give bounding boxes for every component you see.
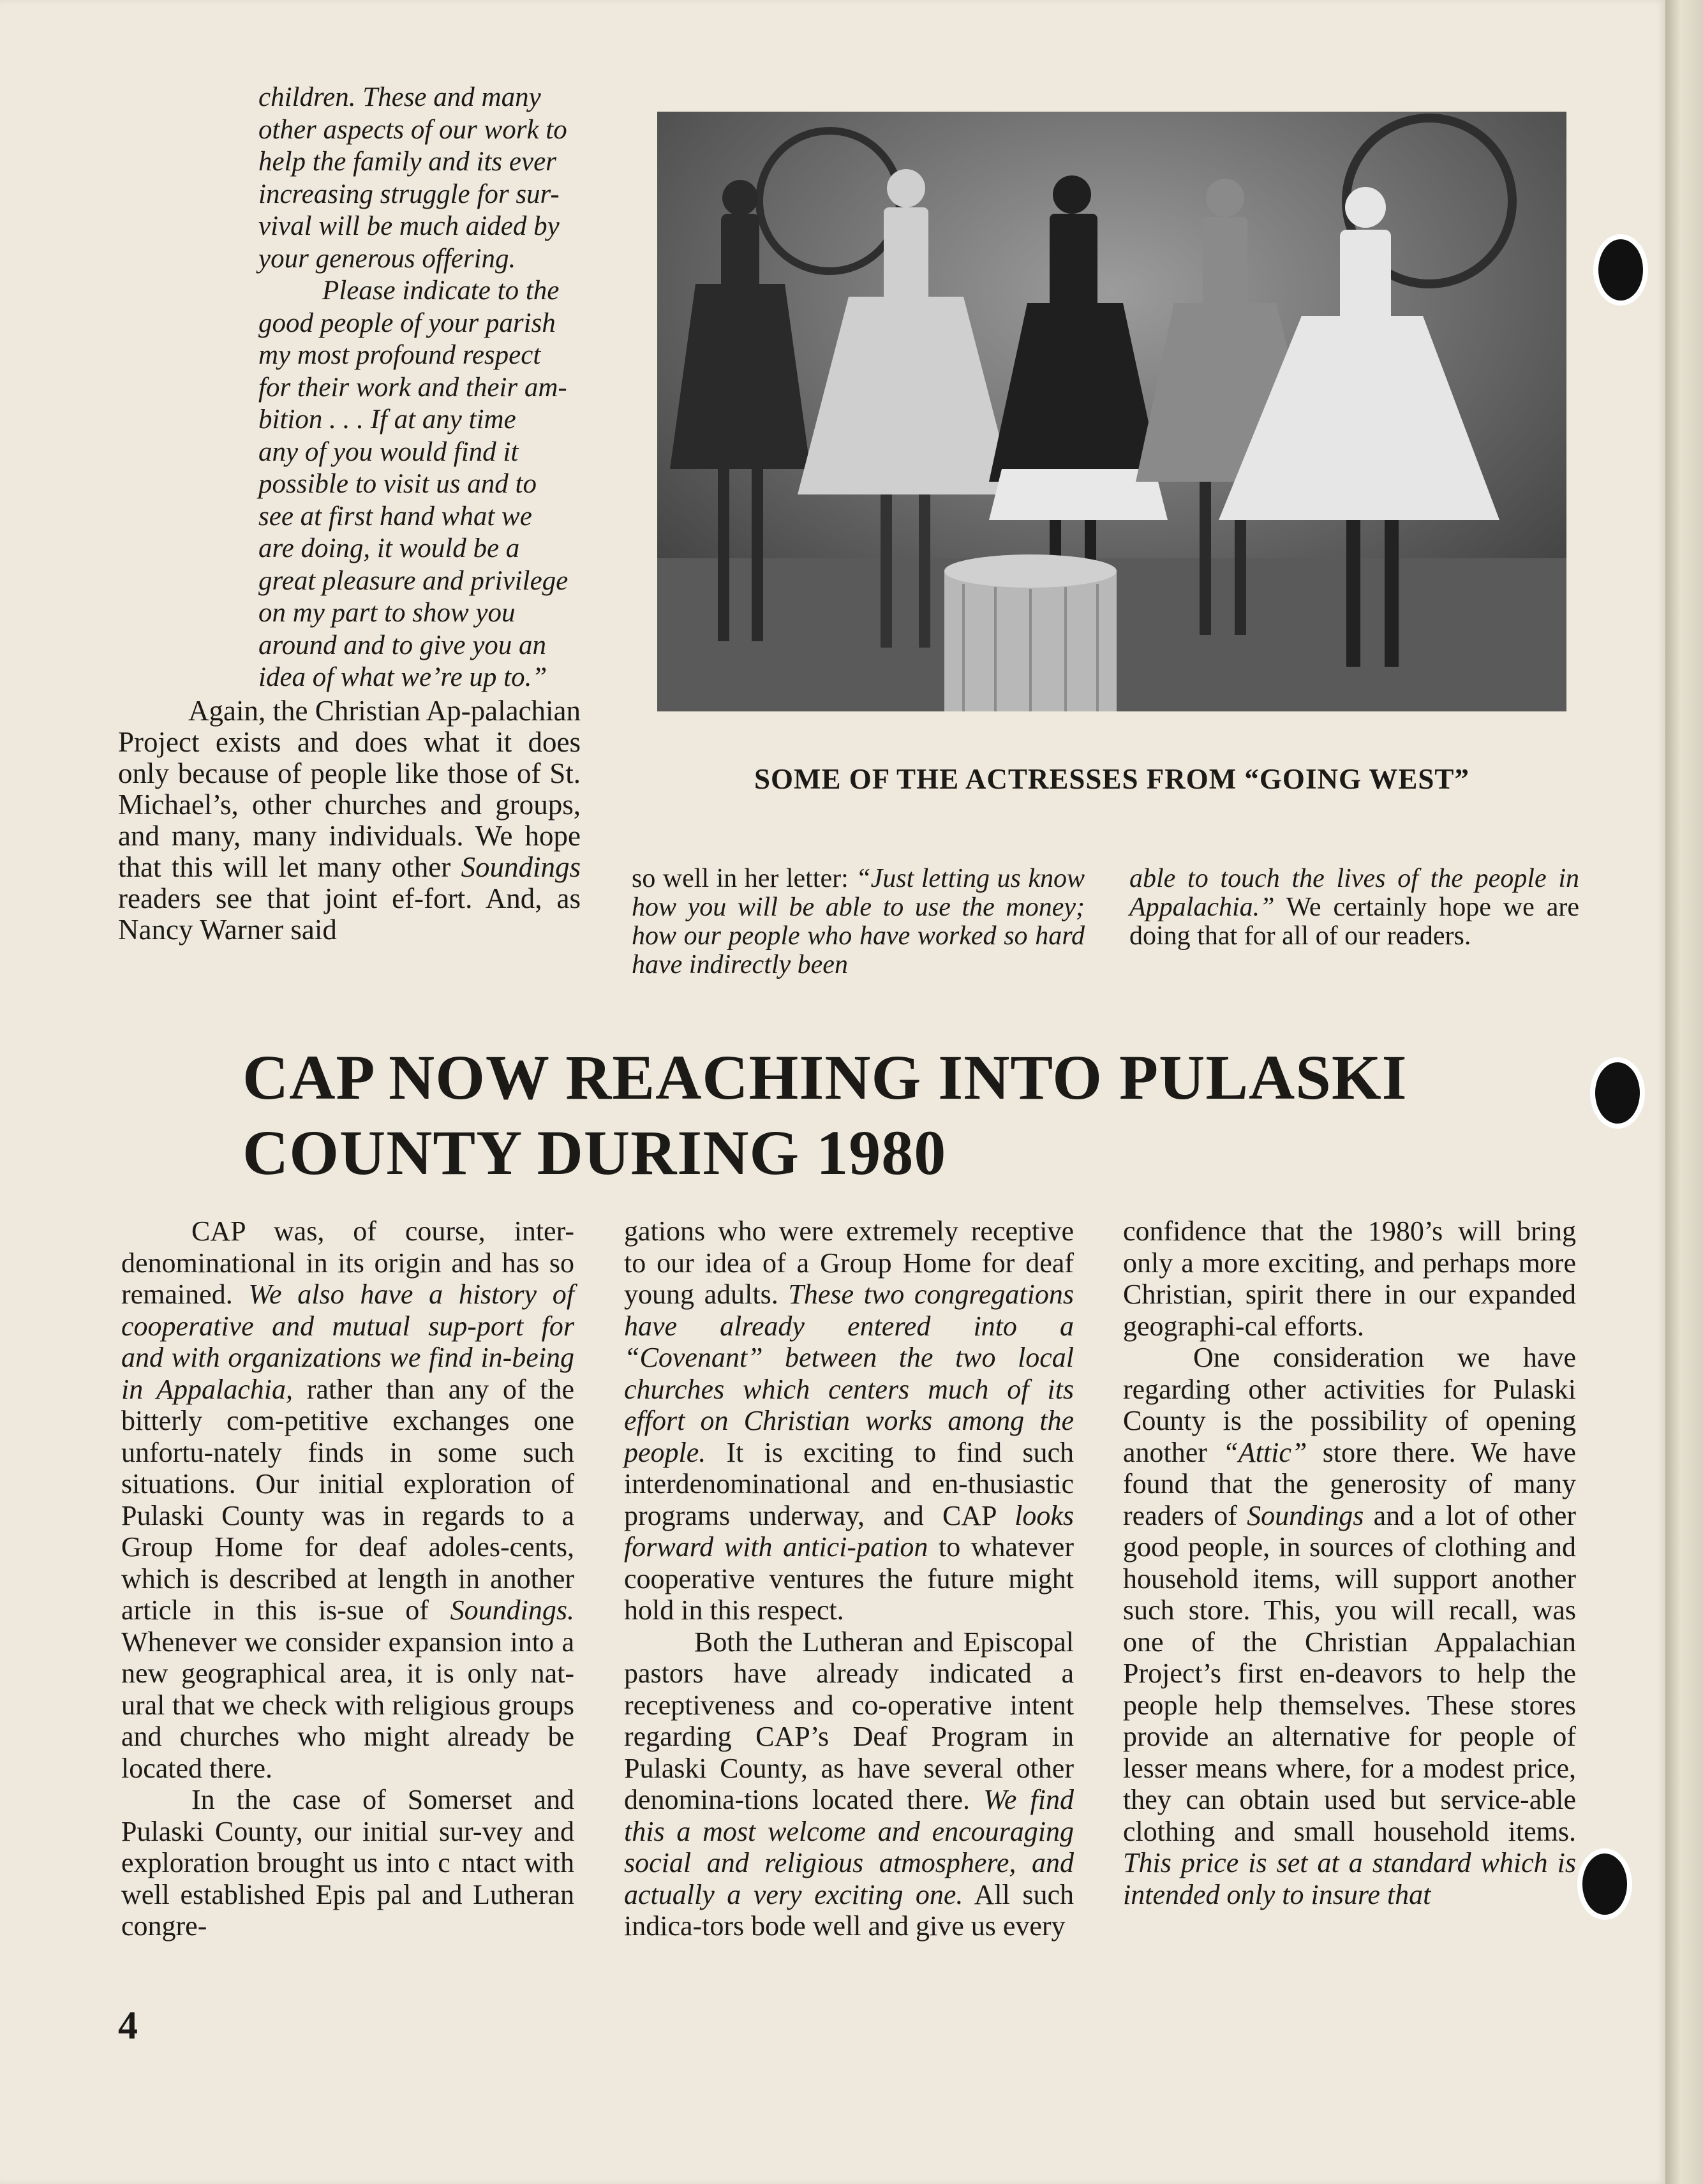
- paragraph-text: gations who were extremely receptive to our idea of a Group Home for deaf young adults.: [624, 1215, 1074, 1310]
- headline-line-1: CAP NOW REACHING INTO PULASKI: [242, 1042, 1408, 1113]
- store-name: “Attic”: [1223, 1436, 1307, 1468]
- publication-name: Soundings: [1247, 1499, 1364, 1531]
- paragraph-text: Whenever we consider expansion into a new geographical area, it is only nat-ural that we check with religious groups and churches who might already be located there.: [121, 1626, 574, 1784]
- paragraph-text: It is exciting to find such interdenominational and en-thusiastic programs underway, and CAP: [624, 1436, 1074, 1531]
- top-middle-column: [632, 865, 1085, 979]
- paragraph-text: In the case of Somerset and Pulaski County, our initial sur-vey and exploration brought us into c ntact with well established Epis pal and Lutheran congre-: [121, 1784, 574, 1942]
- top-left-column: [118, 695, 581, 946]
- quote-line: other aspects of our work to: [258, 114, 567, 145]
- binder-hole-top: [1598, 239, 1643, 301]
- quote-line: around and to give you an: [258, 630, 547, 660]
- paragraph-text: to whatever cooperative ventures the future might hold in this respect.: [624, 1531, 1074, 1626]
- binder-hole-bottom: [1582, 1853, 1627, 1915]
- quote-line: increasing struggle for sur-: [258, 179, 560, 209]
- quote-line: my most profound respect: [258, 340, 541, 370]
- photo-illustration: [657, 112, 1566, 711]
- paragraph-text: and a lot of other good people, in sources of clothing and household items, will support another such store. This, you will recall, was one of the Christian Appalachian Project’s first en-deavors to help the people help themselves. These stores provide an alternative for people of lesser means where, for a modest price, they can obtain used but service-able clothing and small household items.: [1123, 1499, 1577, 1847]
- quote-line: idea of what we’re up to.”: [258, 662, 547, 692]
- binder-hole-middle: [1595, 1062, 1640, 1124]
- quote-line: any of you would find it: [258, 436, 519, 467]
- paragraph-text: confidence that the 1980’s will bring only a more exciting, and perhaps more Christian, spirit there in our expanded geographi-cal efforts.: [1123, 1215, 1576, 1342]
- letter-quote: able to touch the lives of the people in Appalachia.”: [1129, 864, 1579, 922]
- quote-line: for their work and their am-: [258, 372, 567, 403]
- paragraph-text: CAP was, of course, inter-denominational in its origin and has so remained.: [121, 1215, 574, 1310]
- paragraph-text: One consideration we have regarding other activities for Pulaski County is the possibility of opening another: [1123, 1342, 1576, 1468]
- article-column-3: [1123, 1215, 1576, 1910]
- article-column-2: [624, 1215, 1074, 1942]
- paragraph-text: so well in her letter:: [632, 864, 849, 893]
- paragraph-text: All such indica-tors bode well and give us every: [624, 1878, 1074, 1942]
- paragraph-text: rather than any of the bitterly com-petitive exchanges one unfortu-nately finds in some such situations. Our initial exploration of Pulaski County was in regards to a Group Home for deaf adoles-cents, which is described at length in another article in this is-sue of: [121, 1373, 575, 1626]
- quote-line: children. These and many: [258, 82, 541, 112]
- quote-line: your generous offering.: [258, 243, 516, 274]
- publication-name: Soundings.: [450, 1594, 575, 1626]
- emphasis-text: These two congregations have already entered into a “Covenant” between the two local churches which centers much of its effort on Christian works among the people.: [624, 1279, 1074, 1468]
- article-column-1: [121, 1215, 574, 1942]
- article-headline: [242, 1040, 1487, 1191]
- quote-line: vival will be much aided by: [258, 211, 560, 241]
- page-number: 4: [118, 2004, 138, 2047]
- paragraph-text: Again, the Christian Ap-palachian Project exists and does what it does only because of people like those of St. Michael’s, other churches and groups, and many, many individuals. We hope that this will let many other: [118, 695, 581, 883]
- photo-caption: SOME OF THE ACTRESSES FROM “GOING WEST”: [754, 763, 1469, 795]
- paragraph-text: Both the Lutheran and Episcopal pastors have already indicated a receptiveness and co-operative intent regarding CAP’s Deaf Program in Pulaski County, as have several other denomina-tions located there.: [624, 1626, 1074, 1815]
- quote-line: Please indicate to the: [322, 276, 560, 306]
- quote-line: bition . . . If at any time: [258, 405, 516, 435]
- binder-edge: [1665, 0, 1703, 2184]
- quote-line: possible to visit us and to: [258, 469, 537, 499]
- quote-column: [258, 82, 581, 694]
- paragraph-text: readers see that joint ef-fort. And, as Nancy Warner said: [118, 882, 581, 946]
- publication-name: Soundings: [461, 851, 581, 883]
- headline-line-2: COUNTY DURING 1980: [242, 1117, 947, 1188]
- emphasis-text: looks forward with antici-pation: [624, 1499, 1074, 1563]
- quote-line: help the family and its ever: [258, 147, 556, 177]
- top-right-column: [1129, 865, 1579, 951]
- quote-lines: [258, 82, 581, 694]
- actresses-photo: [657, 112, 1566, 711]
- quote-line: see at first hand what we: [258, 501, 532, 531]
- letter-quote: “Just letting us know how you will be able to use the money; how our people who have worked so hard have indirectly been: [632, 864, 1085, 979]
- emphasis-text: We find this a most welcome and encouraging social and religious atmosphere, and actually a very exciting one.: [624, 1784, 1074, 1910]
- paragraph-text: store there. We have found that the generosity of many readers of: [1123, 1436, 1577, 1531]
- paragraph-text: We certainly hope we are doing that for all of our readers.: [1129, 893, 1579, 951]
- quote-line: are doing, it would be a: [258, 533, 520, 563]
- quote-line: great pleasure and privilege: [258, 565, 569, 596]
- emphasis-text: This price is set at a standard which is intended only to insure that: [1123, 1847, 1576, 1910]
- quote-line: good people of your parish: [258, 308, 556, 338]
- emphasis-text: We also have a history of cooperative and mutual sup-port for and with organizations we find in-being in Appalachia,: [121, 1279, 575, 1405]
- quote-line: on my part to show you: [258, 598, 516, 628]
